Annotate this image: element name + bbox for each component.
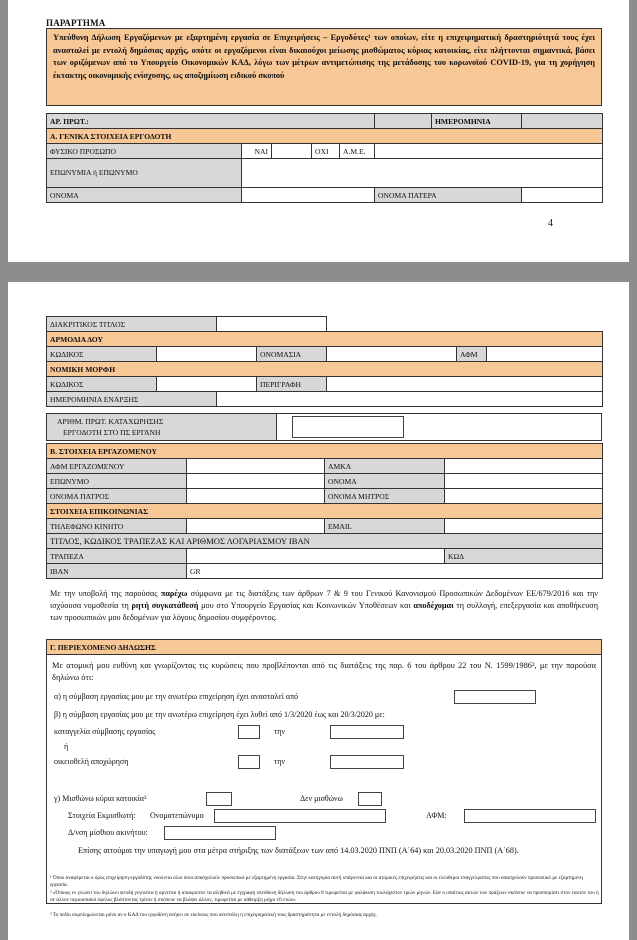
doy-title: ΑΡΜΟΔΙΑ ΔΟΥ <box>47 332 603 347</box>
iban-label: IBAN <box>47 564 187 579</box>
date-field[interactable] <box>522 114 603 129</box>
not-rent-checkbox[interactable] <box>358 792 382 806</box>
ar-prot-field[interactable] <box>375 114 432 129</box>
legal-code-label: ΚΩΔΙΚΟΣ <box>47 377 157 392</box>
annex-title: ΠΑΡΑΡΤΗΜΑ <box>46 18 106 28</box>
registration-label: ΑΡΙΘΜ. ΠΡΩΤ. ΚΑΤΑΧΩΡΗΣΗΣ ΕΡΓΟΔΟΤΗ ΣΤΟ ΠΣ ΕΡΓΑΝΗ <box>47 414 277 440</box>
option-b-text: β) η σύμβαση εργασίας μου με την ανωτέρω επιχείρηση έχει λυθεί από 1/3/2020 έως και 20/3/2020 με: <box>54 710 385 719</box>
form-page-1 <box>8 0 629 262</box>
email-field[interactable] <box>445 519 603 534</box>
employee-afm-label: ΑΦΜ ΕΡΓΑΖΟΜΕΝΟΥ <box>47 459 187 474</box>
landlord-name-label: Ονοματεπώνυμο <box>150 811 204 820</box>
iban-field[interactable] <box>187 564 603 579</box>
landlord-name-field[interactable] <box>214 809 386 823</box>
termination-checkbox[interactable] <box>238 725 260 739</box>
closing-statement: Επίσης αιτούμαι την υπαγωγή μου στα μέτρα στήριξης των διατάξεων των από 14.03.2020 ΠΝΠ (Α΄64) και 20.03.2020 ΠΝΠ (Α΄68). <box>78 846 519 855</box>
afm-field[interactable] <box>487 347 603 362</box>
company-name-field[interactable] <box>242 159 603 188</box>
amka-label: ΑΜΚΑ <box>325 459 445 474</box>
mobile-field[interactable] <box>187 519 325 534</box>
trade-name-field[interactable] <box>217 317 327 332</box>
landlord-label: Στοιχεία Εκμισθωτή: <box>68 811 136 820</box>
property-address-field[interactable] <box>164 826 276 840</box>
legal-form-title: ΝΟΜΙΚΗ ΜΟΡΦΗ <box>47 362 603 377</box>
employee-table <box>46 443 603 579</box>
footnote-1: ¹ Όπου αναφέρεται ο όρος επιχείρηση-εργοδότης νοούνται όλοι όσοι απασχολούν προσωπικό με εξαρτημένη εργασία. Στην κατηγορία αυτή υπάγονται και οι ατομικές επιχειρήσεις και οι ελεύθεροι επαγγελματίες που απασχολούν προσωπικό με εξαρτημένη εργασία. <box>50 875 583 888</box>
termination-label: καταγγελία σύμβασης εργασίας <box>54 727 156 736</box>
no-label: ΟΧΙ <box>312 144 340 159</box>
father-name-field[interactable] <box>522 188 603 203</box>
doy-code-label: ΚΩΔΙΚΟΣ <box>47 347 157 362</box>
consent-paragraph: Με την υποβολή της παρούσας παρέχω σύμφωνα με τις διατάξεις των άρθρων 7 & 9 του Γενικού Κανονισμού Προσωπικών Δεδομένων ΕΕ/679/2016 και την ισχύουσα νομοθεσία τη ρητή συγκατάθεσή μου στο Υπουργείο Εργασίας και Κοινωνικών Υποθέσεων και αποδέχομαι τη συλλογή, επεξεργασία και αποθήκευση των προσωπικών μου δεδομένων για λόγους δημοσίου συμφέροντος. <box>50 589 598 622</box>
iban-prefix: GR <box>190 566 201 576</box>
section-b-title: Β. ΣΤΟΙΧΕΙΑ ΕΡΓΑΖΟΜΕΝΟΥ <box>47 444 603 459</box>
ame-field[interactable] <box>375 144 603 159</box>
employee-name-label: ΟΝΟΜΑ <box>325 474 445 489</box>
footnote-2: ² «Όποιος εν γνώσει του δηλώνει ψευδή γεγονότα ή αρνείται ή αποκρύπτει τα αληθινά με έγγραφη υπεύθυνη δήλωση του άρθρου 8 τιμωρείται με φυλάκιση τουλάχιστον τριών μηνών. Εάν ο υπαίτιος αυτών των πράξεων σκόπευε να προσπορίσει στον εαυτόν του ή σε άλλον περιουσιακό όφελος βλάπτοντας τρίτον ή σκόπευε να βλάψει άλλον, τιμωρείται με κάθειρξη μέχρι 10 ετών» <box>50 890 599 903</box>
father-name-label: ΟΝΟΜΑ ΠΑΤΕΡΑ <box>375 188 522 203</box>
option-c-text: γ) Μισθώνω κύρια κατοικία³ <box>54 794 147 803</box>
registration-field[interactable] <box>292 416 404 438</box>
yes-checkbox[interactable] <box>272 144 312 159</box>
not-rent-label: Δεν μισθώνω <box>300 794 343 803</box>
kod-label: ΚΩΔ <box>445 549 603 564</box>
landlord-afm-label: ΑΦΜ: <box>426 811 447 820</box>
doy-name-label: ΟΝΟΜΑΣΙΑ <box>257 347 327 362</box>
name-label: ΟΝΟΜΑ <box>47 188 242 203</box>
registration-row <box>46 413 602 441</box>
mother-name-field[interactable] <box>445 489 603 504</box>
afm-label: ΑΦΜ <box>457 347 487 362</box>
employee-father-label: ΟΝΟΜΑ ΠΑΤΡΟΣ <box>47 489 187 504</box>
rent-checkbox[interactable] <box>206 792 232 806</box>
voluntary-date-label: την <box>274 757 286 766</box>
employee-father-field[interactable] <box>187 489 325 504</box>
ame-label: Α.Μ.Ε. <box>340 144 375 159</box>
bank-field[interactable] <box>187 549 445 564</box>
or-label: ή <box>64 742 69 751</box>
section-c-title: Γ. ΠΕΡΙΕΧΟΜΕΝΟ ΔΗΛΩΣΗΣ <box>47 640 602 655</box>
legal-desc-field[interactable] <box>327 377 603 392</box>
page-number: 4 <box>548 218 553 229</box>
contact-title: ΣΤΟΙΧΕΙΑ ΕΠΙΚΟΙΝΩΝΙΑΣ <box>47 504 603 519</box>
legal-code-field[interactable] <box>157 377 257 392</box>
termination-date-field[interactable] <box>330 725 404 739</box>
amka-field[interactable] <box>445 459 603 474</box>
doy-code-field[interactable] <box>157 347 257 362</box>
section-a-title: Α. ΓΕΝΙΚΑ ΣΤΟΙΧΕΙΑ ΕΡΓΟΔΟΤΗ <box>47 129 603 144</box>
start-date-field[interactable] <box>217 392 603 407</box>
bank-label: ΤΡΑΠΕΖΑ <box>47 549 187 564</box>
doy-name-field[interactable] <box>327 347 457 362</box>
termination-date-label: την <box>274 727 286 736</box>
date-label: ΗΜΕΡΟΜΗΝΙΑ <box>432 114 522 129</box>
intro-box: Υπεύθυνη Δήλωση Εργαζόμενων με εξαρτημένη εργασία σε Επιχειρήσεις – Εργοδότες¹ των οποίων, είτε η επιχειρηματική δραστηριότητά τους έχει ανασταλεί με εντολή δημόσιας αρχής, οπότε οι εργαζόμενοι είναι δικαιούχοι μείωσης μισθώματος κύριας κατοικίας, είτε πλήττονται σημαντικά, βάσει των οριζόμενων από το Υπουργείο Οικονομικών ΚΑΔ, λόγω των μέτρων αντιμετώπισης της μετάδοσης του κορωνοϊού COVID-19, για τη χορήγηση έκτακτης οικονομικής ενίσχυσης, ως αποζημίωση ειδικού σκοπού <box>46 28 602 106</box>
footnote-3: ³ Το πεδίο συμπληρώνεται μόνο αν ο ΚΑΔ του εργοδότη ανήκει σε εκείνους που ανεστάλη η επιχειρηματική τους δραστηριότητα με εντολή δημόσιας αρχής. <box>50 912 377 918</box>
voluntary-label: οικειοθελή αποχώρηση <box>54 757 129 766</box>
mobile-label: ΤΗΛΕΦΩΝΟ ΚΙΝΗΤΟ <box>47 519 187 534</box>
statement-intro: Με ατομική μου ευθύνη και γνωρίζοντας τις κυρώσεις που προβλέπονται από τις διατάξεις της παρ. 6 του άρθρου 22 του Ν. 1599/1986², με την παρούσα δηλώνω ότι: <box>52 661 596 682</box>
name-field[interactable] <box>242 188 375 203</box>
mother-name-label: ΟΝΟΜΑ ΜΗΤΡΟΣ <box>325 489 445 504</box>
natural-person-label: ΦΥΣΙΚΟ ΠΡΟΣΩΠΟ <box>47 144 242 159</box>
start-date-label: ΗΜΕΡΟΜΗΝΙΑ ΕΝΑΡΞΗΣ <box>47 392 217 407</box>
voluntary-date-field[interactable] <box>330 755 404 769</box>
employer-details-table <box>46 316 603 407</box>
ar-prot-label: ΑΡ. ΠΡΩΤ.: <box>47 114 375 129</box>
company-name-label: ΕΠΩΝΥΜΙΑ ή ΕΠΩΝΥΜΟ <box>47 159 242 188</box>
legal-desc-label: ΠΕΡΙΓΡΑΦΗ <box>257 377 327 392</box>
employer-general-table <box>46 113 603 203</box>
voluntary-checkbox[interactable] <box>238 755 260 769</box>
surname-label: ΕΠΩΝΥΜΟ <box>47 474 187 489</box>
option-a-text: α) η σύμβαση εργασίας μου με την ανωτέρω επιχείρηση έχει ανασταλεί από <box>54 692 299 701</box>
employee-afm-field[interactable] <box>187 459 325 474</box>
property-address-label: Δ/νση μίσθιου ακινήτου: <box>68 828 148 837</box>
bank-title: ΤΙΤΛΟΣ, ΚΩΔΙΚΟΣ ΤΡΑΠΕΖΑΣ ΚΑΙ ΑΡΙΘΜΟΣ ΛΟΓΑΡΙΑΣΜΟΥ IBAN <box>47 534 603 549</box>
landlord-afm-field[interactable] <box>464 809 596 823</box>
surname-field[interactable] <box>187 474 325 489</box>
section-c-header <box>46 639 602 655</box>
suspension-date-field[interactable] <box>454 690 536 704</box>
employee-name-field[interactable] <box>445 474 603 489</box>
yes-label: ΝΑΙ <box>242 144 272 159</box>
form-page-2 <box>8 282 629 940</box>
trade-name-label: ΔΙΑΚΡΙΤΙΚΟΣ ΤΙΤΛΟΣ <box>47 317 217 332</box>
email-label: EMAIL <box>325 519 445 534</box>
